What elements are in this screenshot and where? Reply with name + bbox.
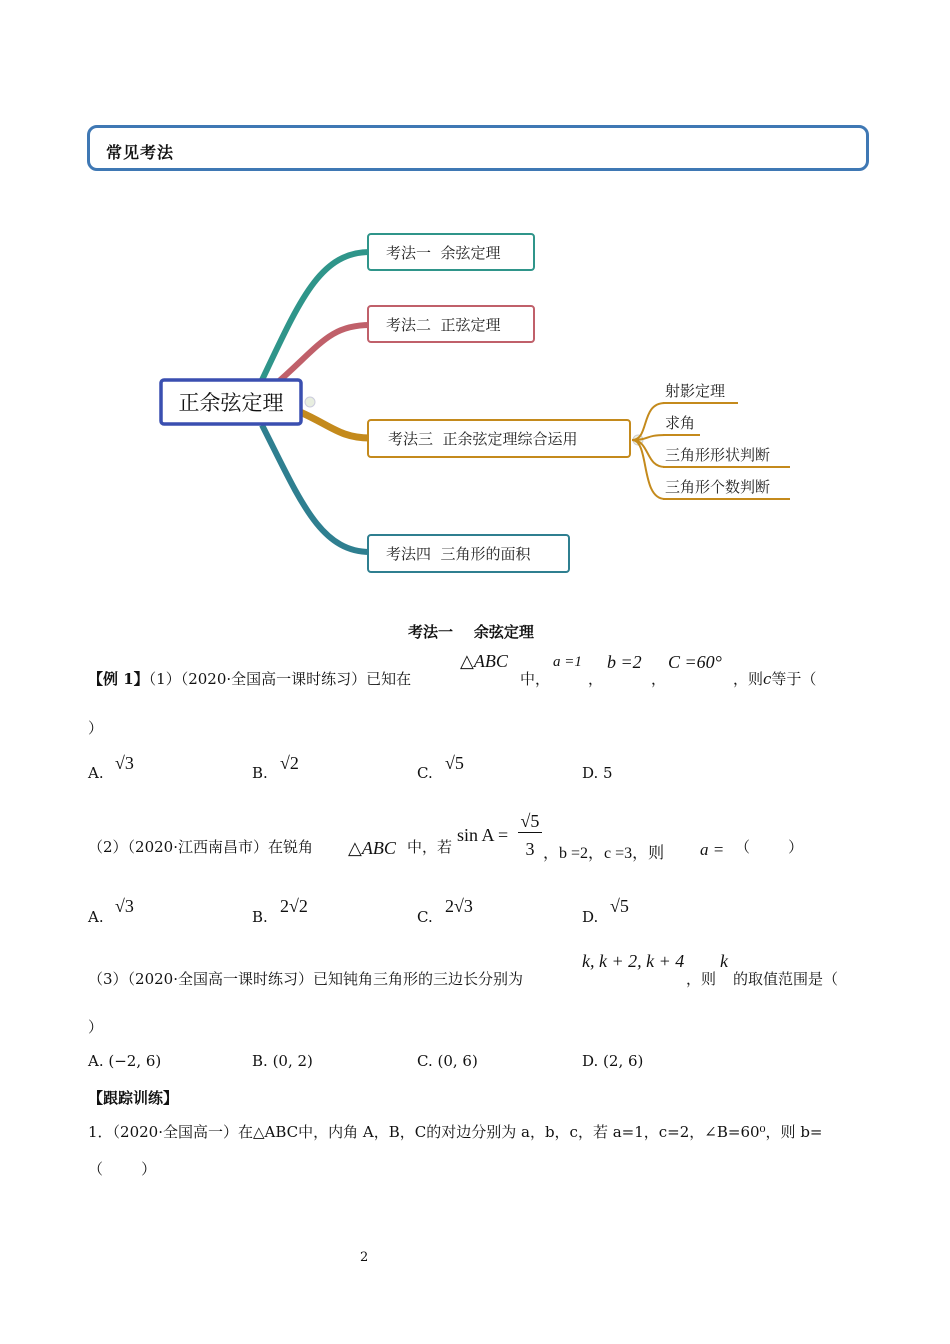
q1-option-d[interactable]: [582, 764, 613, 782]
q3-option-b[interactable]: [252, 1052, 313, 1070]
q3-prefix: （3）（2020·全国高一课时练习）已知钝角三角形的三边长分别为: [88, 970, 523, 988]
q2-fraction-numerator: √5: [518, 811, 542, 833]
q2-option-b[interactable]: [252, 908, 268, 926]
section-title: 常见考法: [106, 143, 175, 162]
q3-sides: k, k + 2, k + 4: [582, 951, 685, 971]
q3-option-d-value: (2, 6): [603, 1052, 644, 1070]
q2-fraction-denominator: 3: [525, 839, 535, 859]
sub-item-2: 求角: [665, 414, 696, 432]
q1-comma-2: ，: [651, 670, 667, 688]
q1-c-equation: C =60°: [668, 652, 722, 672]
sub-item-1: 射影定理: [665, 382, 726, 400]
branch-4-label: 考法四 三角形的面积: [386, 545, 531, 563]
q3-option-b-value: (0, 2): [272, 1052, 313, 1070]
q1-c-variable: c: [763, 670, 772, 688]
q1-option-a-value: √3: [115, 753, 134, 773]
q3-option-b-label: B.: [252, 1052, 268, 1070]
q3-option-d-label: D.: [582, 1052, 599, 1070]
q2-b-c-given: ，b =2，c =3，则: [543, 845, 665, 862]
q3-option-a-value: (−2, 6): [108, 1052, 162, 1070]
q2-option-c[interactable]: [417, 908, 433, 926]
q2-mid: 中，若: [407, 838, 453, 856]
q1-option-a-label: A.: [88, 764, 104, 782]
q2-paren: （ ）: [735, 838, 804, 856]
q2-triangle: △ABC: [348, 838, 396, 858]
q1-option-c-label: C.: [417, 764, 433, 782]
q2-option-a-value: √3: [115, 896, 134, 916]
practice-title: 【跟踪训练】: [88, 1089, 179, 1107]
branch-3-curve: [300, 412, 370, 438]
q1-mid: 中，: [520, 670, 551, 688]
q1-option-a[interactable]: [88, 764, 104, 782]
q3-option-a-label: A.: [88, 1052, 104, 1070]
q1-option-c[interactable]: [417, 764, 433, 782]
practice-q1: 1．（2020·全国高一）在△ABC中，内角 A，B，C的对边分别为 a，b，c，若 a=1，c=2，∠B=60⁰，则 b=: [88, 1123, 823, 1141]
subsection-title: 考法一 余弦定理: [408, 623, 534, 641]
q3-close-paren: ）: [88, 1018, 104, 1036]
example-label: 【例 1】: [88, 670, 149, 688]
example-label-line: [88, 668, 411, 689]
q1-prefix: （1）（2020·全国高一课时练习）已知在: [148, 670, 412, 688]
q1-option-d-label: D.: [582, 764, 599, 782]
q1-triangle: △ABC: [460, 651, 508, 671]
q2-option-d-label: D.: [582, 908, 599, 926]
q1-b-equation: b =2: [607, 652, 642, 672]
mindmap: [0, 0, 950, 620]
branch-4-curve: [262, 425, 370, 552]
q2-option-a-label: A.: [88, 908, 104, 926]
q2-prefix: （2）（2020·江西南昌市）在锐角: [88, 838, 313, 856]
branch-1-label: 考法一 余弦定理: [386, 244, 501, 262]
q1-option-b-label: B.: [252, 764, 268, 782]
branch-2-curve: [278, 325, 370, 382]
q3-option-a[interactable]: [88, 1052, 161, 1070]
q3-mid: ，则: [686, 970, 717, 988]
practice-q1-paren: （ ）: [88, 1160, 157, 1178]
q1-close-paren: ）: [88, 719, 104, 737]
q2-a-equation: a =: [700, 840, 725, 859]
q1-suffix: [733, 668, 816, 689]
q2-option-b-label: B.: [252, 908, 268, 926]
page-number: 2: [360, 1250, 369, 1265]
q3-option-c[interactable]: [417, 1052, 478, 1070]
q1-comma-1: ，: [588, 670, 604, 688]
q1-suffix-text-2: 等于（: [771, 670, 817, 688]
q1-option-b[interactable]: [252, 764, 268, 782]
q3-option-c-value: (0, 6): [437, 1052, 478, 1070]
q3-suffix: 的取值范围是（: [733, 970, 839, 988]
q2-sin-text: sin A =: [457, 825, 509, 845]
q2-option-d-value: √5: [610, 896, 629, 916]
q3-option-d[interactable]: [582, 1052, 643, 1070]
q2-sin-expr: [457, 825, 508, 846]
q1-a-equation: a =1: [553, 654, 582, 670]
sub-item-4: 三角形个数判断: [665, 478, 771, 496]
q3-option-c-label: C.: [417, 1052, 433, 1070]
root-node-label: 正余弦定理: [178, 391, 284, 415]
q1-suffix-text: ，则: [733, 670, 764, 688]
q2-option-b-value: 2√2: [280, 896, 308, 916]
q1-option-d-value: 5: [603, 764, 613, 782]
branch-2-label: 考法二 正弦定理: [386, 316, 501, 334]
root-connector-dot: [305, 397, 315, 407]
branch-3-label: 考法三 正余弦定理综合运用: [388, 430, 578, 448]
q2-option-c-label: C.: [417, 908, 433, 926]
sub-item-3: 三角形形状判断: [665, 446, 771, 464]
q2-option-d[interactable]: [582, 908, 598, 926]
q2-option-c-value: 2√3: [445, 896, 473, 916]
q1-option-c-value: √5: [445, 753, 464, 773]
q1-option-b-value: √2: [280, 753, 299, 773]
branch-1-curve: [262, 252, 370, 380]
q2-option-a[interactable]: [88, 908, 104, 926]
q3-k: k: [720, 951, 728, 971]
